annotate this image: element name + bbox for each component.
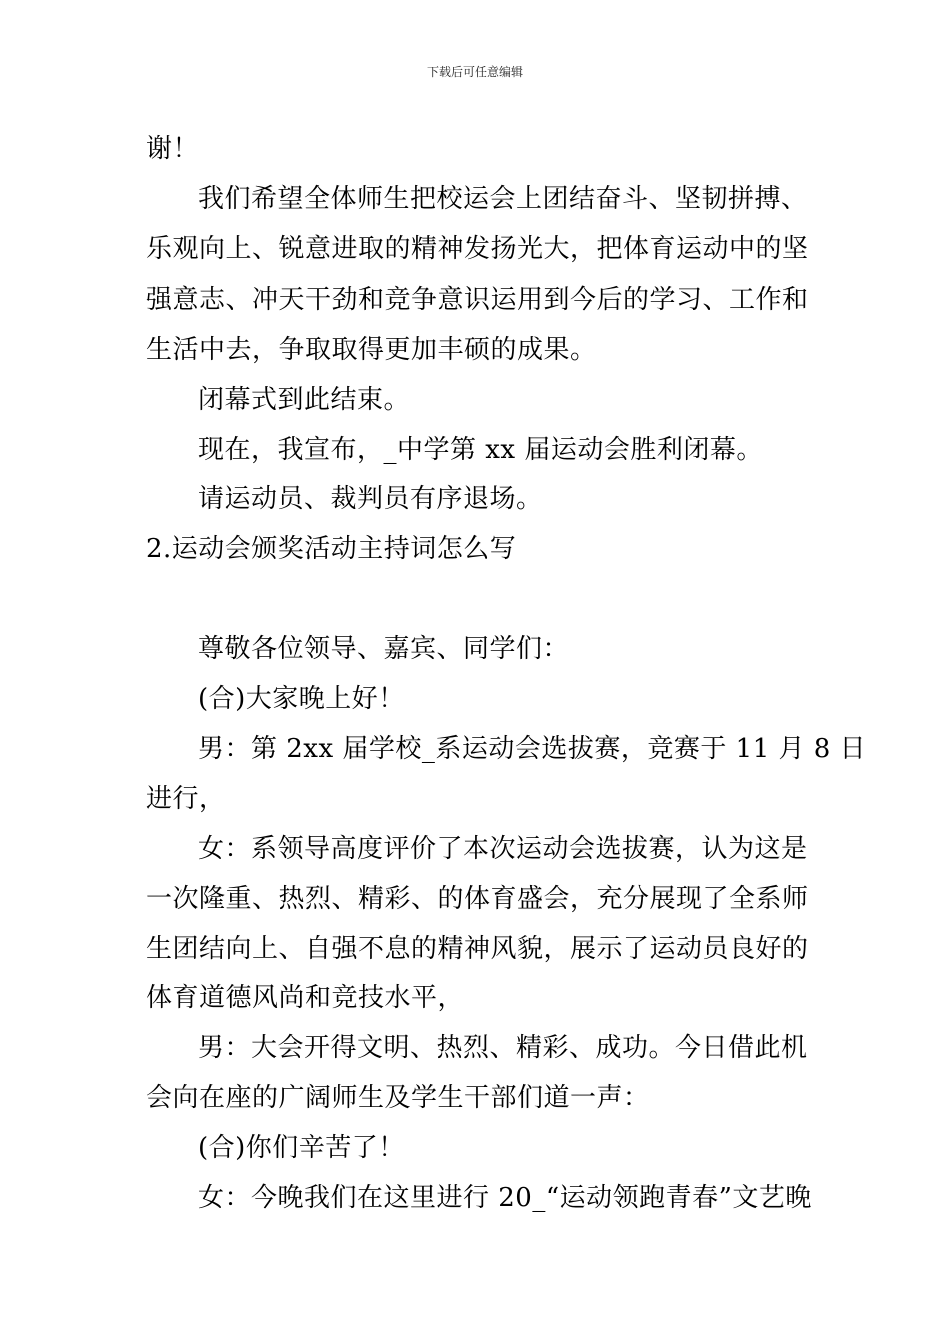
text-line: 进行， [146, 784, 226, 814]
text-line: 乐观向上、锐意进取的精神发扬光大，把体育运动中的坚 [146, 234, 809, 264]
text-line: 谢！ [146, 134, 200, 164]
text-line: 男：大会开得文明、热烈、精彩、成功。今日借此机 [198, 1033, 808, 1063]
text-line: 现在，我宣布，_中学第 xx 届运动会胜利闭幕。 [198, 435, 763, 465]
text-line: 尊敬各位领导、嘉宾、同学们： [198, 634, 570, 664]
text-line: (合)你们辛苦了！ [198, 1133, 405, 1163]
text-line: 请运动员、裁判员有序退场。 [198, 484, 543, 514]
text-line: 女：系领导高度评价了本次运动会选拔赛，认为这是 [198, 834, 808, 864]
text-line: 我们希望全体师生把校运会上团结奋斗、坚韧拼搏、 [198, 184, 808, 214]
text-line: 女：今晚我们在这里进行 20_“运动领跑青春”文艺晚 [198, 1183, 812, 1213]
text-line: (合)大家晚上好！ [198, 684, 405, 714]
page-header: 下载后可任意编辑 [426, 65, 523, 79]
text-line: 生活中去，争取取得更加丰硕的成果。 [146, 335, 597, 365]
text-line: 生团结向上、自强不息的精神风貌，展示了运动员良好的 [146, 934, 809, 964]
text-line: 闭幕式到此结束。 [198, 385, 411, 415]
text-line: 一次隆重、热烈、精彩、的体育盛会，充分展现了全系师 [146, 884, 809, 914]
section-heading: 2.运动会颁奖活动主持词怎么写 [146, 534, 517, 564]
text-line: 会向在座的广阔师生及学生干部们道一声： [146, 1083, 650, 1113]
text-line: 体育道德风尚和竞技水平， [146, 983, 465, 1013]
text-line: 男：第 2xx 届学校_系运动会选拔赛，竞赛于 11 月 8 日 [198, 734, 867, 764]
text-line: 强意志、冲天干劲和竞争意识运用到今后的学习、工作和 [146, 285, 809, 315]
